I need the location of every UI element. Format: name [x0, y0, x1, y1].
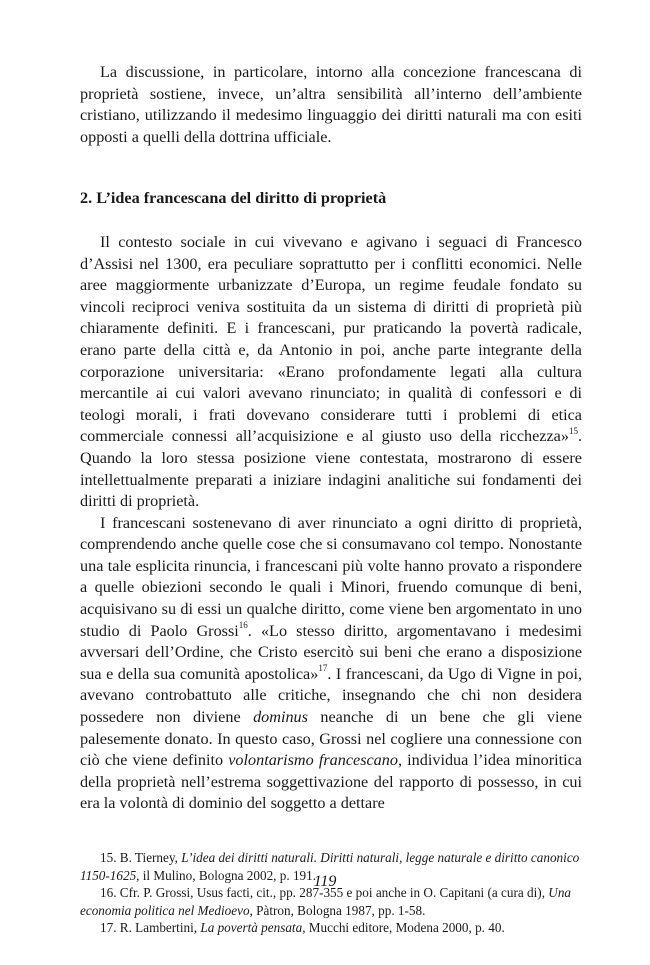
paragraph-2-text-a: I francescani sostenevano di aver rinunciato a ogni diritto di proprietà, comprendendo anche quelle cose che si consumavano col tempo. Nonostante una tale esplicita rinuncia, i francescani più volte hanno provato a rispondere a quelle obiezioni secondo le quali i Minori, fruendo comunque di beni, acquisivano su di essi un qualche diritto, come viene ben argomentato in uno studio di Paolo Grossi: [80, 513, 582, 640]
page-number: 119: [313, 873, 337, 890]
paragraph-2-text-c: . I francescani, da Ugo di Vigne in poi, avevano controbattuto alle critiche, insegnando che chi non desidera possedere non diviene: [80, 664, 582, 727]
footnote-17-suffix: , Mucchi editore, Modena 2000, p. 40.: [302, 920, 505, 936]
footnote-16-suffix: , Pàtron, Bologna 1987, pp. 1-58.: [249, 902, 426, 918]
footnote-17-prefix: 17. R. Lambertini,: [100, 920, 201, 936]
intro-paragraph: La discussione, in particolare, intorno alla concezione francescana di proprietà sostiene, invece, un’altra sensibilità all’interno dell’ambiente cristiano, utilizzando il medesimo linguaggio dei diritti naturali ma con esiti opposti a quelli della dottrina ufficiale.: [80, 63, 582, 146]
footnote-16-title: Una economia politica nel Medioevo: [80, 885, 572, 918]
footnote-ref-15: 15: [568, 425, 578, 436]
footnote-15-suffix: , il Mulino, Bologna 2002, p. 191.: [136, 867, 317, 883]
page-body: [80, 62, 582, 937]
paragraph-2: [80, 513, 582, 815]
paragraph-1: [80, 232, 582, 513]
paragraph-1-text-a: Il contesto sociale in cui vivevano e agivano i seguaci di Francesco d’Assisi nel 1300, era peculiare soprattutto per i conflitti economici. Nelle aree maggiormente urbanizzate d’Europa, un regime feudale fondato su vincoli reciproci veniva sostituita da un sistema di diritti di proprietà più chiaramente definiti. E i francescani, pur praticando la povertà radicale, erano parte della città e, da Antonio in poi, anche parte integrante della corporazione universitaria: «Erano profondamente legati alla cultura mercantile ai cui valori avevano rinunciato; in qualità di confessori e di teologi morali, i frati dovevano considerare tutti i problemi di etica commerciale connessi all’acquisizione e al giusto uso della ricchezza»: [80, 232, 582, 446]
paragraph-2-text-b: . «Lo stesso diritto, argomentavano i medesimi avversari dell’Ordine, che Cristo esercitò sui beni che erano a disposizione sua e della sua comunità apostolica»: [80, 621, 582, 683]
footnote-16-prefix: 16. Cfr. P. Grossi, Usus facti, cit., pp. 287-355 e poi anche in O. Capitani (a cura di),: [100, 885, 549, 901]
paragraph-2-italic-volontarismo: volontarismo francescano: [228, 751, 398, 770]
footnotes: [80, 849, 582, 937]
footnote-ref-16: 16: [238, 620, 248, 631]
footnote-17-title: La povertà pensata: [200, 920, 303, 936]
footnote-ref-17: 17: [318, 663, 328, 674]
paragraph-2-italic-dominus: dominus: [253, 708, 308, 727]
footnote-15-title: L’idea dei diritti naturali. Diritti naturali, legge naturale e diritto canonico 1150-1625: [80, 850, 580, 883]
paragraph-1-text-b: . Quando la loro stessa posizione viene contestata, mostrarono di essere intellettualmente preparati a iniziare indagini analitiche sui fondamenti dei diritti di proprietà.: [80, 427, 582, 511]
footnote-15-prefix: 15. B. Tierney,: [100, 850, 182, 865]
section-heading: 2. L’idea francescana del diritto di proprietà: [80, 189, 387, 208]
paragraph-2-text-e: , individua l’idea minoritica della proprietà nell’estrema soggettivazione del rapporto di possesso, in cui era la volontà di dominio del soggetto a dettare: [80, 751, 582, 813]
paragraph-2-text-d: neanche di un bene che gli viene palesemente donato. In questo caso, Grossi nel cogliere una connessione con ciò che viene definito: [80, 708, 582, 770]
footnote-17: [80, 919, 582, 937]
